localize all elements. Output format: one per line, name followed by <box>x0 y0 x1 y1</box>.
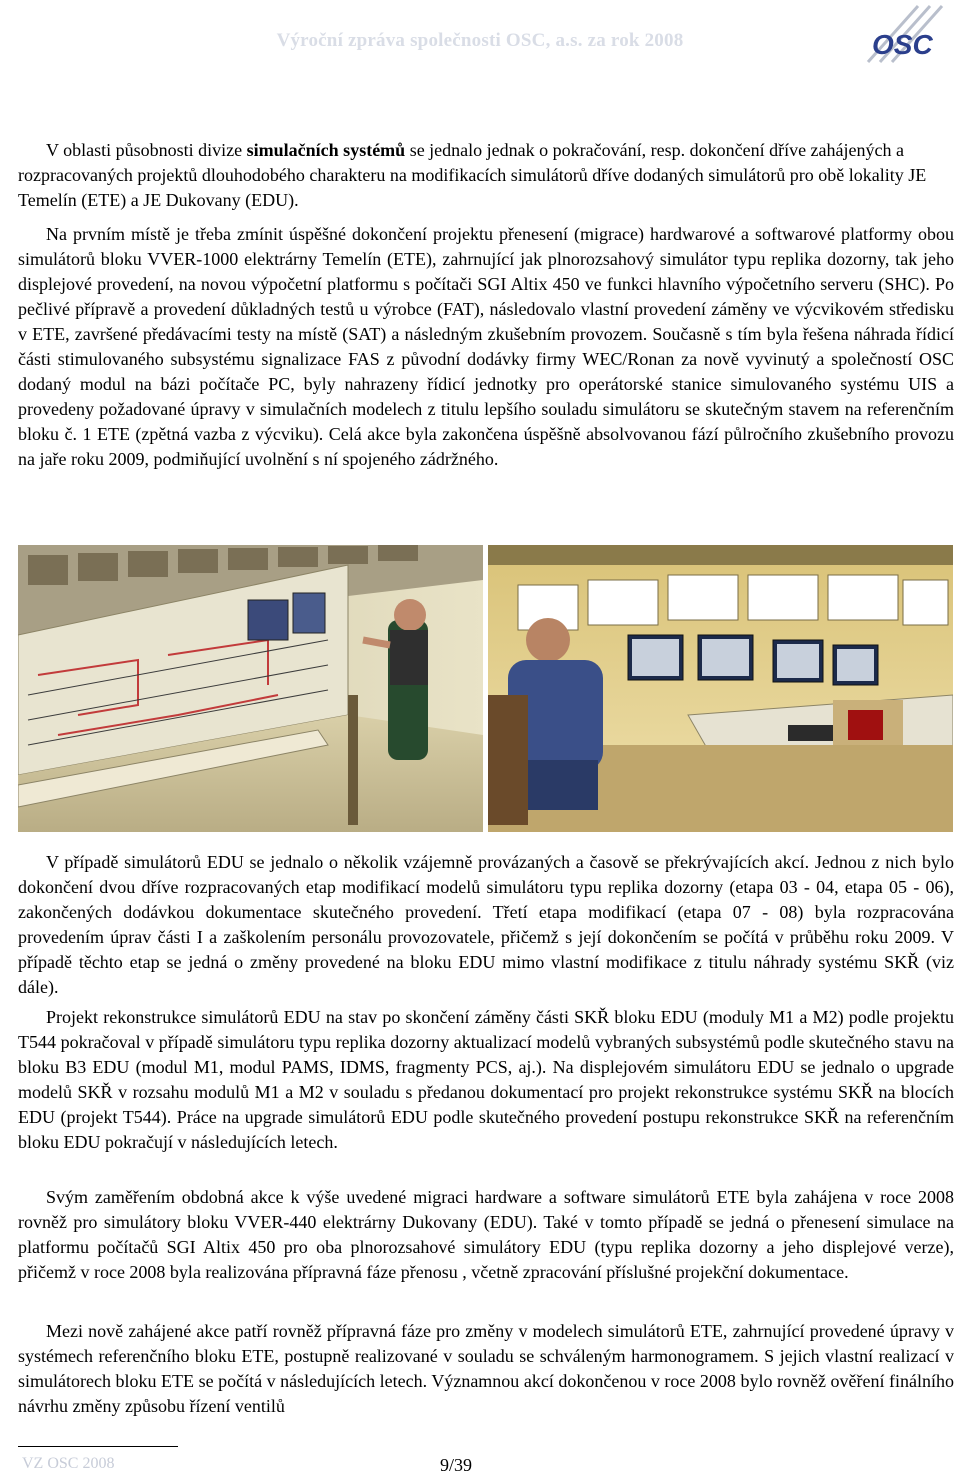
footer-label: VZ OSC 2008 <box>22 1455 115 1472</box>
paragraph-intro: V oblasti působnosti divize simulačních systémů se jednalo jednak o pokračování, resp. dokončení dříve zahájených a rozpracovaných projektů dlouhodobého charakteru na modifikacích simulátorů dříve dodaných simulátorů pro obě lokality JE Temelín (ETE) a JE Dukovany (EDU). <box>18 140 927 210</box>
paragraph-edu-migration: Svým zaměřením obdobná akce k výše uvedené migraci hardware a software simulátorů ETE byla zahájena v roce 2008 rovněž pro simulátory bloku VVER-440 elektrárny Dukovany (EDU). Také v tomto případě se jedná o přenesení simulace na platformu počítačů SGI Altix 450 pro oba plnorozsahové simulátory EDU (typu replika dozorny a jeho displejové verze), přičemž v roce 2008 byla realizována přípravná fáze přenosu , včetně zpracování příslušné projekční dokumentace. <box>18 1187 954 1282</box>
control-room-wall-photo <box>18 545 483 832</box>
paragraph-edu-modifications: V případě simulátorů EDU se jednalo o několik vzájemně provázaných a časově se překrývajících akcí. Jednou z nich bylo dokončení dvou dříve rozpracovaných etap modifikací modelů simulátoru typu replika dozorny (etapa 03 - 04, etapa 05 - 06), zakončených dodávkou dokumentace skutečného provedení. Třetí etapa modifikací (etapa 07 - 08) byla rozpracována provedením úprav části I a zaškolením personálu provozovatele, přičemž s její dokončením se počítá v průběhu roku 2009. V případě těchto etap se jedná o změny provedené na bloku EDU mimo vlastní modifikace z titulu náhrady systému SKŘ (viz dále). <box>18 852 954 997</box>
operator-desk-photo <box>488 545 953 832</box>
page-header-title: Výroční zpráva společnosti OSC, a.s. za rok 2008 <box>276 30 684 51</box>
bold-term: simulačních systémů <box>246 140 406 160</box>
osc-logo <box>838 2 946 68</box>
paragraph-edu-reconstruction: Projekt rekonstrukce simulátorů EDU na stav po skončení záměny části SKŘ bloku EDU (moduly M1 a M2) podle projektu T544 pokračoval v případě simulátoru typu replika dozorny aktualizací modelů vybraných subsystémů podle skutečného stavu na bloku B3 EDU (modul M1, modul PAMS, IDMS, fragmenty PCS, aj.). Na displejovém simulátoru EDU se jednalo o upgrade modelů SKŘ v rozsahu modulů M1 a M2 v souladu s předanou dokumentací pro projekt rekonstrukce systému SKŘ na blocích EDU (projekt T544). Práce na upgrade simulátorů EDU podle skutečného provedení postupu rekonstrukce SKŘ na referenčním bloku EDU pokračují v následujících letech. <box>18 1007 954 1152</box>
paragraph-ete-migration: Na prvním místě je třeba zmínit úspěšné dokončení projektu přenesení (migrace) hardwarové a softwarové platformy obou simulátorů bloku VVER-1000 elektrárny Temelín (ETE), zahrnující jak plnorozsahový simulátor typu replika dozorny, tak jeho displejové provedení, na novou výpočetní platformu s počítači SGI Altix 450 ve funkci hlavního výpočetního serveru (SHC). Po pečlivé přípravě a provedení důkladných testů u výrobce (FAT), následovalo vlastní provedení záměny ve výcvikovém středisku v ETE, završené předávacími testy na místě (SAT) a následným zkušebním provozem. Současně s tím byla řešena náhrada řídicí části stimulovaného subsystému signalizace FAS z původní dodávky firmy WEC/Ronan za nově vyvinutý a společností OSC dodaný modul na bázi počítače PC, byly nahrazeny řídicí jednotky pro operátorské stanice simulovaného systému UIS a provedeny požadované úpravy v simulačních modelech z titulu lepšího souladu simulátoru se skutečným stavem na referenčním bloku č. 1 ETE (zpětná vazba z výcviku). Celá akce byla zakončena úspěšně absolvovanou fází půlročního zkušebního provozu na jaře roku 2009, podmiňující uvolnění s ní spojeného zádržného. <box>18 224 954 469</box>
logo-text: OSC <box>872 29 933 60</box>
paragraph-new-actions: Mezi nově zahájené akce patří rovněž přípravná fáze pro změny v modelech simulátorů ETE, zahrnující provedené úpravy v systémech referenčního bloku ETE, postupně realizované v souladu se schváleným harmonogramem. S jejich vlastní realizací v simulátorech bloku ETE se počítá v následujících letech. Významnou akcí dokončenou v roce 2008 bylo rovněž ověření finálního návrhu změny způsobu řízení ventilů <box>18 1321 954 1416</box>
footer-divider <box>18 1446 178 1447</box>
page-number: 9/39 <box>440 1455 473 1475</box>
